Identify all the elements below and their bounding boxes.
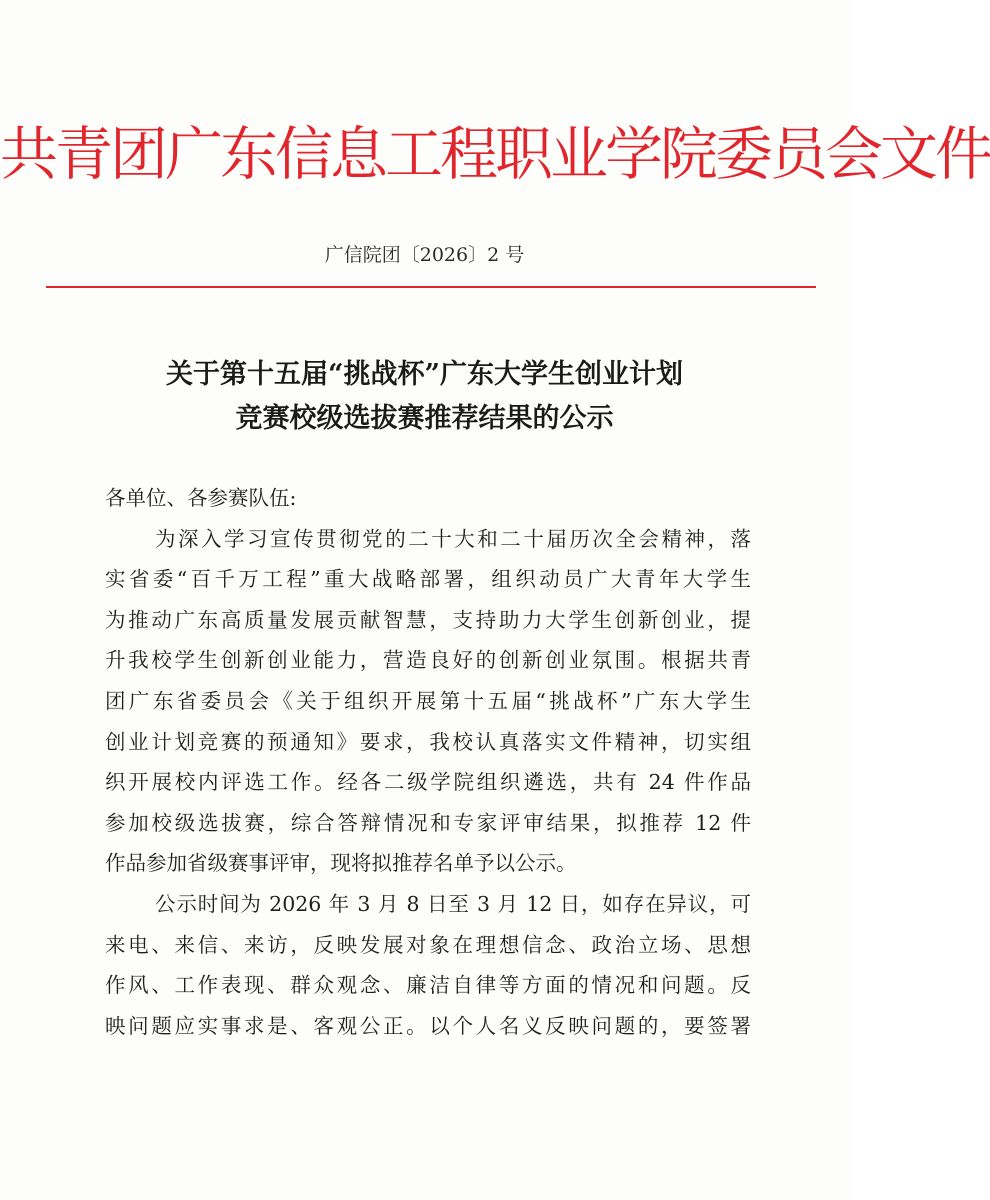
paragraph-1-line: 作品参加省级赛事评审，现将拟推荐名单予以公示。 [105,851,577,876]
notice-title-line-2: 竞赛校级选拔赛推荐结果的公示 [235,403,614,434]
red-divider-line [46,286,816,288]
salutation: 各单位、各参赛队伍: [105,486,297,510]
paragraph-1-line: 团广东省委员会《关于组织开展第十五届“挑战杯”广东大学生 [105,688,751,713]
notice-title [0,353,849,441]
paragraph-1-line: 为深入学习宣传贯彻党的二十大和二十届历次全会精神，落 [155,526,751,551]
paragraph-1-line: 参加校级选拔赛，综合答辩情况和专家评审结果，拟推荐 12 件 [105,810,751,835]
paragraph-2-line: 来电、来信、来访，反映发展对象在理想信念、政治立场、思想 [105,932,751,957]
paragraph-1-line: 织开展校内评选工作。经各二级学院组织遴选，共有 24 件作品 [105,770,751,795]
notice-body [105,478,751,1046]
paragraph-1-line: 为推动广东高质量发展贡献智慧，支持助力大学生创新创业，提 [105,607,751,632]
document-number: 广信院团〔2026〕2 号 [324,244,525,266]
paragraph-2 [105,884,751,1046]
paragraph-1 [105,519,751,884]
paragraph-2-line: 作风、工作表现、群众观念、廉洁自律等方面的情况和问题。反 [105,973,751,998]
paragraph-1-line: 实省委“百千万工程”重大战略部署，组织动员广大青年大学生 [105,567,751,592]
notice-title-line-1: 关于第十五届“挑战杯”广东大学生创业计划 [165,359,684,390]
paragraph-2-line: 公示时间为 2026 年 3 月 8 日至 3 月 12 日，如存在异议，可 [155,891,751,916]
paragraph-2-line: 映问题应实事求是、客观公正。以个人名义反映问题的，要签署 [105,1013,751,1038]
paragraph-1-line: 创业计划竞赛的预通知》要求，我校认真落实文件精神，切实组 [105,729,751,754]
paragraph-1-line: 升我校学生创新创业能力，营造良好的创新创业氛围。根据共青 [105,648,751,673]
org-header-title: 共青团广东信息工程职业学院委员会文件 [0,120,990,188]
